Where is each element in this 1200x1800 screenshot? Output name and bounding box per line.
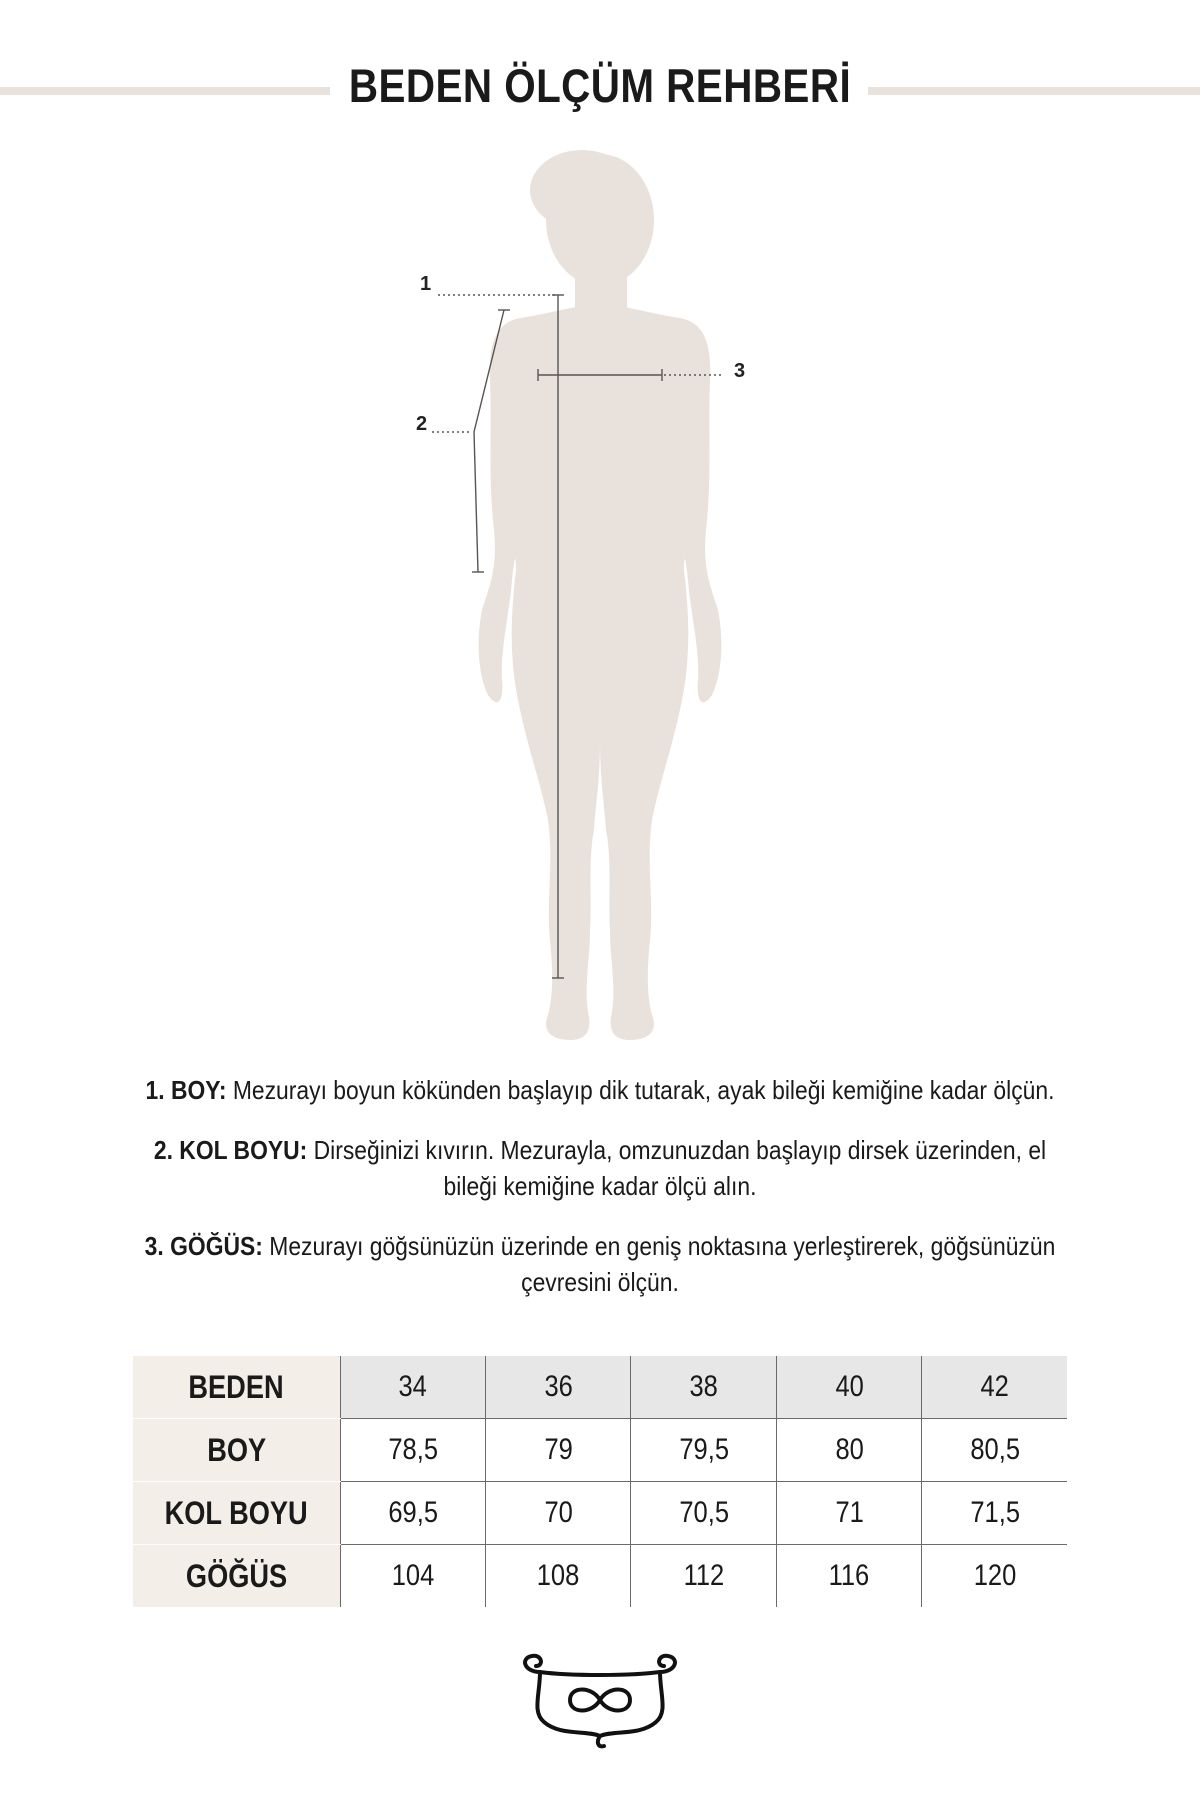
table-cell: 36 — [486, 1356, 631, 1419]
table-cell: 70,5 — [631, 1482, 777, 1545]
table-row — [133, 1545, 1067, 1608]
table-cell: 40 — [777, 1356, 922, 1419]
table-cell: 79 — [486, 1419, 631, 1482]
table-cell: 79,5 — [631, 1419, 777, 1482]
row-label: BEDEN — [133, 1356, 340, 1419]
table-row — [133, 1356, 1067, 1419]
table-cell: 70 — [486, 1482, 631, 1545]
table-cell: 71,5 — [922, 1482, 1067, 1545]
instruction-boy-text: Mezurayı boyun kökünden başlayıp dik tutarak, ayak bileği kemiğine kadar ölçün. — [226, 1075, 1055, 1105]
table-cell: 116 — [777, 1545, 922, 1608]
row-label: KOL BOYU — [133, 1482, 340, 1545]
table-cell: 80,5 — [922, 1419, 1067, 1482]
table-cell: 38 — [631, 1356, 777, 1419]
table-cell: 80 — [777, 1419, 922, 1482]
measurement-instructions — [60, 1072, 1140, 1324]
table-cell: 69,5 — [340, 1482, 486, 1545]
size-chart-table — [133, 1356, 1067, 1607]
instruction-kol-boyu-label: 2. KOL BOYU: — [153, 1135, 308, 1165]
row-label: BOY — [133, 1419, 340, 1482]
body-measurement-figure — [0, 140, 1200, 1040]
table-cell: 71 — [777, 1482, 922, 1545]
instruction-boy — [125, 1072, 1075, 1108]
instruction-gogus — [125, 1228, 1075, 1300]
instruction-gogus-text: Mezurayı göğsünüzün üzerinde en geniş noktasına yerleştirerek, göğsünüzün çevresini ölçün. — [262, 1231, 1056, 1297]
table-cell: 104 — [340, 1545, 486, 1608]
table-row — [133, 1419, 1067, 1482]
table-cell: 108 — [486, 1545, 631, 1608]
table-cell: 120 — [973, 1559, 1016, 1592]
instruction-gogus-label: 3. GÖĞÜS: — [144, 1231, 263, 1261]
figure-label-2: 2 — [416, 413, 428, 435]
table-cell: 78,5 — [340, 1419, 486, 1482]
body-silhouette — [479, 150, 722, 1040]
table-cell: 112 — [631, 1545, 777, 1608]
figure-label-1: 1 — [420, 273, 432, 295]
brand-logo-icon — [510, 1650, 690, 1750]
figure-label-3: 3 — [734, 360, 746, 382]
page-title: BEDEN ÖLÇÜM REHBERİ — [348, 59, 852, 112]
table-cell: 42 — [922, 1356, 1067, 1419]
table-row — [133, 1482, 1067, 1545]
instruction-boy-label: 1. BOY: — [145, 1075, 227, 1105]
table-cell: 34 — [340, 1356, 486, 1419]
instruction-kol-boyu-text: Dirseğinizi kıvırın. Mezurayla, omzunuzdan başlayıp dirsek üzerinden, el bileği kemiğine kadar ölçü alın. — [307, 1135, 1047, 1201]
row-label: GÖĞÜS — [133, 1545, 340, 1608]
instruction-kol-boyu — [125, 1132, 1075, 1204]
